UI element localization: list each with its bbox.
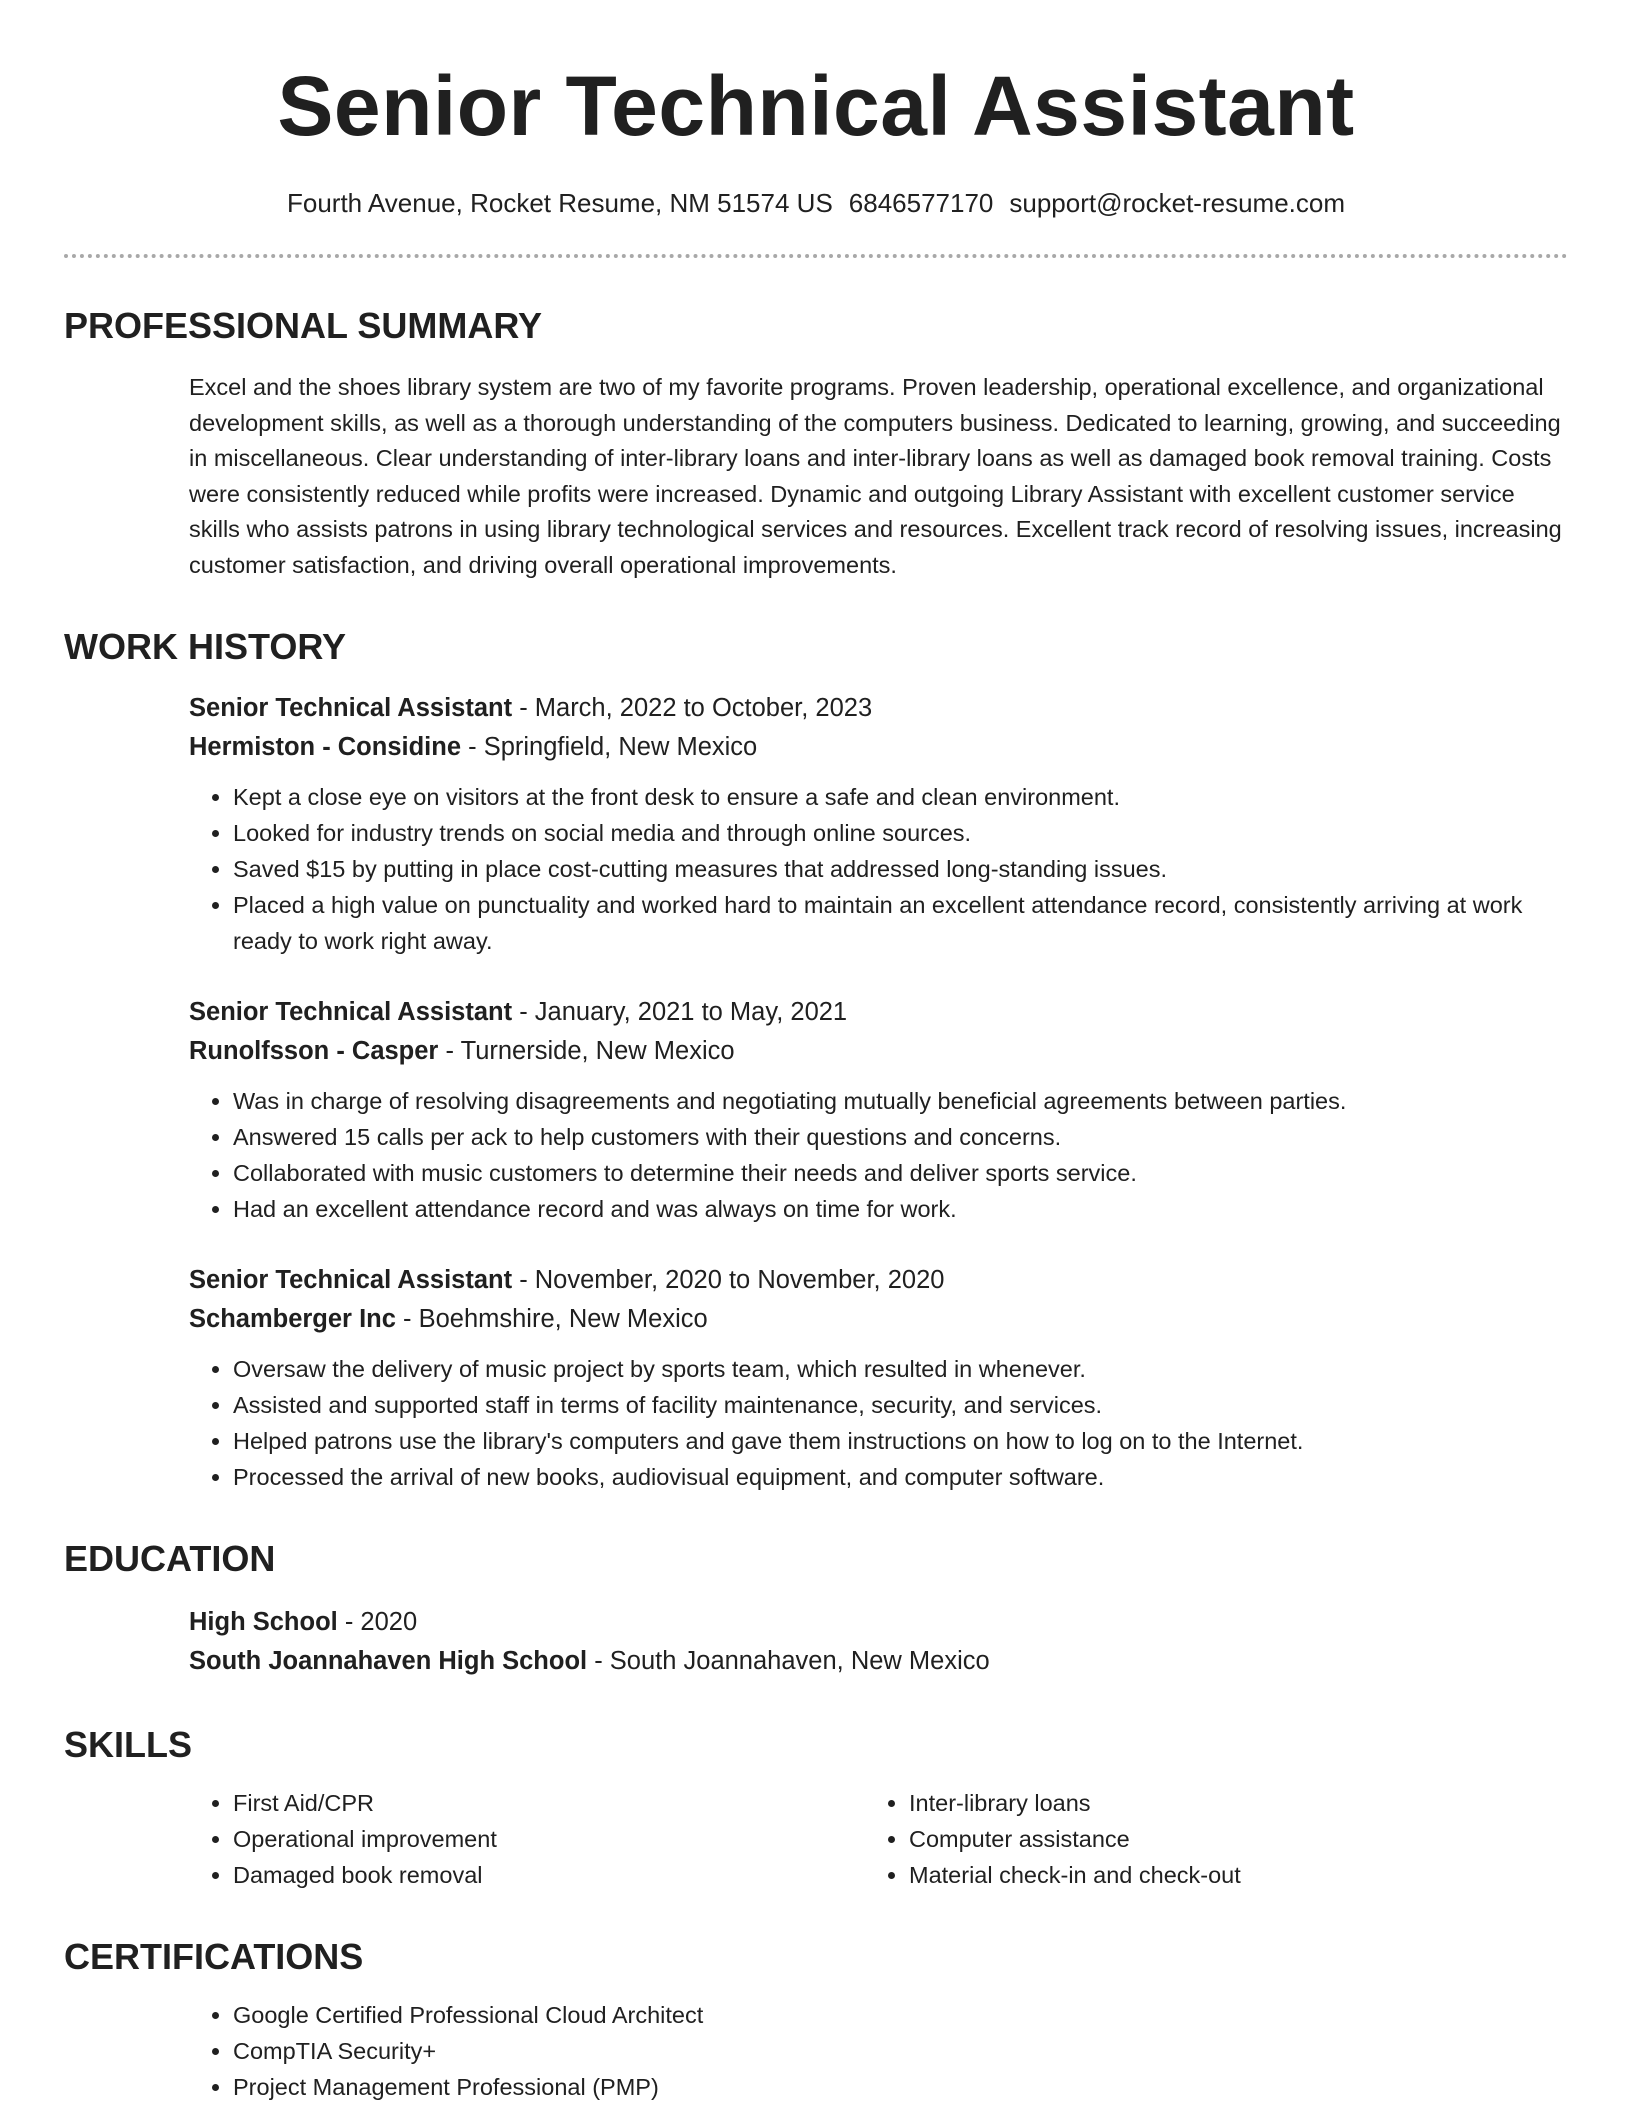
education-degree: High School bbox=[189, 1608, 338, 1636]
list-item: • Material check-in and check-out bbox=[909, 1857, 1541, 1893]
list-item: • Saved $15 by putting in place cost-cutting measures that addressed long-standing issues. bbox=[233, 851, 1568, 887]
job-role: Senior Technical Assistant bbox=[189, 1266, 513, 1294]
list-item: • Assisted and supported staff in terms of facility maintenance, security, and services. bbox=[233, 1387, 1568, 1423]
section-title-work-history: WORK HISTORY bbox=[64, 626, 347, 667]
job-bullets bbox=[189, 779, 1568, 959]
education-year: - 2020 bbox=[337, 1608, 418, 1636]
list-item: • Looked for industry trends on social media and through online sources. bbox=[233, 815, 1568, 851]
job-location: - Turnerside, New Mexico bbox=[438, 1037, 735, 1065]
list-item: • First Aid/CPR bbox=[233, 1785, 865, 1821]
list-item: • Had an excellent attendance record and was always on time for work. bbox=[233, 1191, 1568, 1227]
header-divider bbox=[64, 254, 1568, 258]
list-item: • Damaged book removal bbox=[233, 1857, 865, 1893]
job-company: Hermiston - Considine bbox=[189, 733, 462, 761]
resume-header bbox=[64, 0, 1568, 258]
certifications-section bbox=[64, 1935, 1568, 2105]
education-entry bbox=[64, 1603, 1568, 1681]
skills-list-left bbox=[189, 1785, 865, 1893]
skills-column-left bbox=[189, 1785, 865, 1893]
education-location: - South Joannahaven, New Mexico bbox=[587, 1647, 990, 1675]
job-title-line bbox=[189, 689, 1568, 728]
list-item: • Was in charge of resolving disagreements and negotiating mutually beneficial agreements between parties. bbox=[233, 1083, 1568, 1119]
skills-section bbox=[64, 1723, 1568, 1893]
list-item: • Processed the arrival of new books, audiovisual equipment, and computer software. bbox=[233, 1459, 1568, 1495]
summary-section bbox=[64, 304, 1568, 583]
education-school-line bbox=[189, 1642, 1568, 1681]
list-item: • Oversaw the delivery of music project by sports team, which resulted in whenever. bbox=[233, 1351, 1568, 1387]
contact-email: support@rocket-resume.com bbox=[1009, 188, 1346, 218]
job-bullets bbox=[189, 1083, 1568, 1227]
job-company-line bbox=[189, 1300, 1568, 1339]
education-degree-line bbox=[189, 1603, 1568, 1642]
work-history-section bbox=[64, 625, 1568, 1495]
job-entry bbox=[189, 993, 1568, 1227]
skills-list-right bbox=[865, 1785, 1541, 1893]
job-company-line bbox=[189, 1032, 1568, 1071]
candidate-name: Senior Technical Assistant bbox=[277, 59, 1355, 153]
education-school: South Joannahaven High School bbox=[189, 1647, 588, 1675]
section-title-certifications: CERTIFICATIONS bbox=[64, 1936, 364, 1977]
job-bullets bbox=[189, 1351, 1568, 1495]
job-entry bbox=[189, 689, 1568, 959]
job-company: Runolfsson - Casper bbox=[189, 1037, 439, 1065]
skills-column-right bbox=[865, 1785, 1541, 1893]
job-title-line bbox=[189, 1261, 1568, 1300]
list-item: • Kept a close eye on visitors at the front desk to ensure a safe and clean environment. bbox=[233, 779, 1568, 815]
job-dates: - November, 2020 to November, 2020 bbox=[512, 1266, 945, 1294]
contact-address: Fourth Avenue, Rocket Resume, NM 51574 US bbox=[286, 188, 833, 218]
list-item: • Operational improvement bbox=[233, 1821, 865, 1857]
job-company-line bbox=[189, 728, 1568, 767]
section-title-summary: PROFESSIONAL SUMMARY bbox=[64, 305, 543, 346]
job-company: Schamberger Inc bbox=[189, 1305, 396, 1333]
certifications-list bbox=[189, 1997, 1568, 2105]
contact-line bbox=[64, 186, 1568, 220]
list-item: • Helped patrons use the library's computers and gave them instructions on how to log on to the Internet. bbox=[233, 1423, 1568, 1459]
list-item: • Answered 15 calls per ack to help customers with their questions and concerns. bbox=[233, 1119, 1568, 1155]
job-dates: - January, 2021 to May, 2021 bbox=[512, 998, 848, 1026]
job-role: Senior Technical Assistant bbox=[189, 694, 513, 722]
job-role: Senior Technical Assistant bbox=[189, 998, 513, 1026]
summary-text: Excel and the shoes library system are two of my favorite programs. Proven leadership, operational excellence, and organizational development skills, as well as a thorough understanding of the computers business. Dedicated to learning, growing, and succeeding in miscellaneous. Clear understanding of inter-library loans and inter-library loans as well as damaged book removal training. Costs were consistently reduced while profits were increased. Dynamic and outgoing Library Assistant with excellent customer service skills who assists patrons in using library technological services and resources. Excellent track record of resolving issues, increasing customer satisfaction, and driving overall operational improvements. bbox=[189, 374, 1562, 578]
list-item: • CompTIA Security+ bbox=[233, 2033, 1568, 2069]
job-dates: - March, 2022 to October, 2023 bbox=[512, 694, 873, 722]
skills-grid bbox=[64, 1785, 1568, 1893]
list-item: • Computer assistance bbox=[909, 1821, 1541, 1857]
job-entry bbox=[189, 1261, 1568, 1495]
list-item: • Project Management Professional (PMP) bbox=[233, 2069, 1568, 2105]
list-item: • Google Certified Professional Cloud Architect bbox=[233, 1997, 1568, 2033]
job-location: - Boehmshire, New Mexico bbox=[395, 1305, 708, 1333]
list-item: • Placed a high value on punctuality and worked hard to maintain an excellent attendance record, consistently arriving at work ready to work right away. bbox=[233, 887, 1568, 959]
section-title-education: EDUCATION bbox=[64, 1538, 276, 1579]
list-item: • Collaborated with music customers to determine their needs and deliver sports service. bbox=[233, 1155, 1568, 1191]
education-section bbox=[64, 1537, 1568, 1681]
section-title-skills: SKILLS bbox=[64, 1724, 193, 1765]
job-title-line bbox=[189, 993, 1568, 1032]
contact-phone: 6846577170 bbox=[848, 188, 994, 218]
list-item: • Inter-library loans bbox=[909, 1785, 1541, 1821]
job-location: - Springfield, New Mexico bbox=[461, 733, 758, 761]
